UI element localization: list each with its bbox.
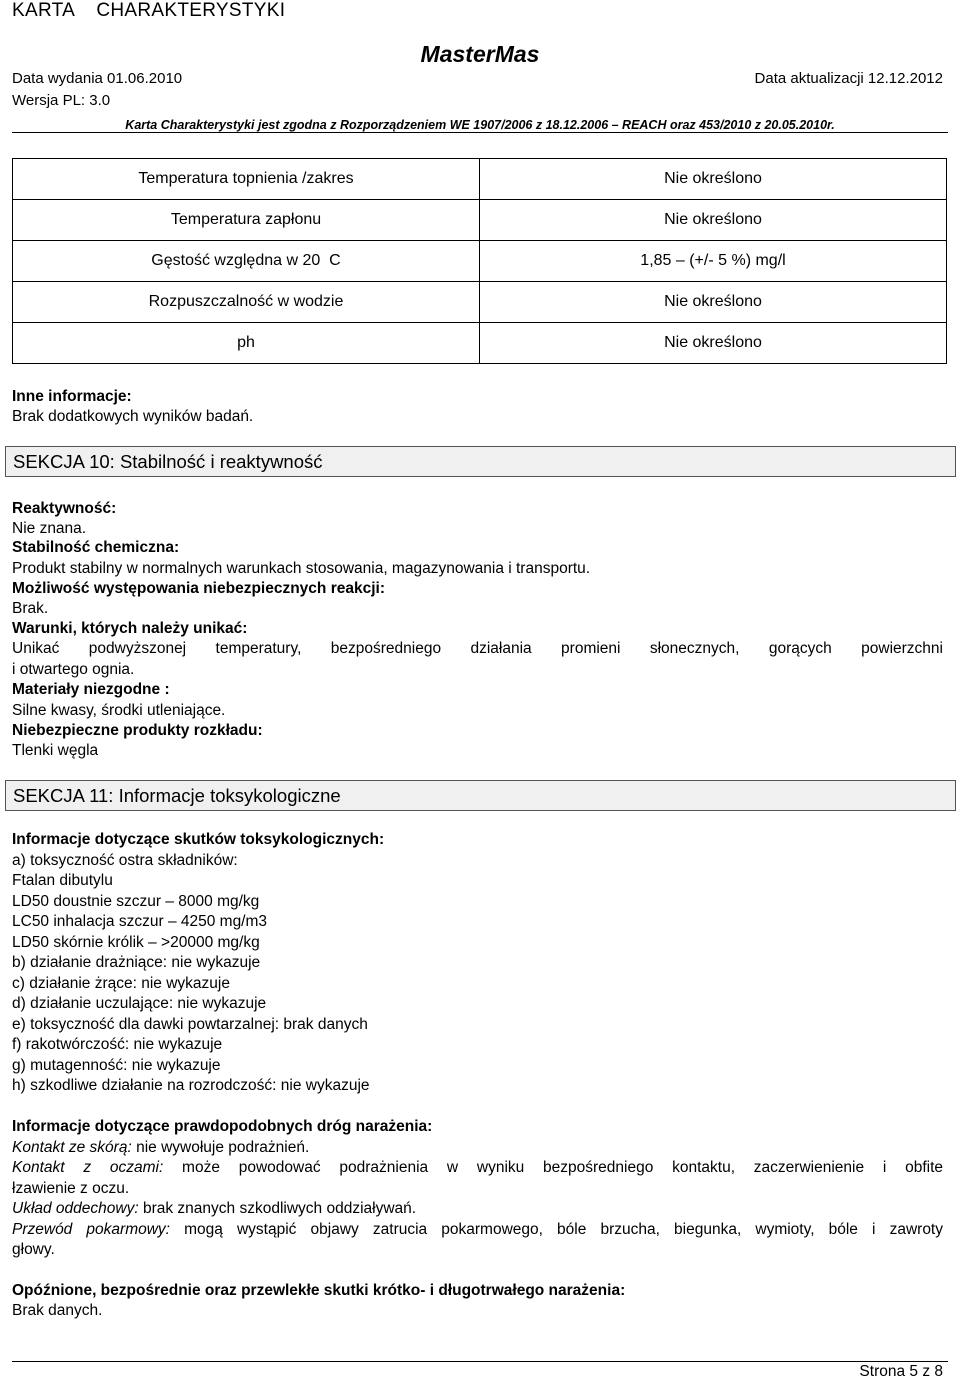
incompatible-materials-text: Silne kwasy, środki utleniające.	[12, 702, 226, 719]
digestive-label: Przewód pokarmowy:	[12, 1221, 170, 1238]
property-name: Temperatura zapłonu	[13, 200, 480, 241]
tox-line: LC50 inhalacja szczur – 4250 mg/m3	[12, 913, 268, 930]
product-name: MasterMas	[420, 41, 540, 67]
eye-contact-line	[12, 1159, 943, 1177]
avoid-conditions-heading: Warunki, których należy unikać:	[12, 620, 248, 637]
eye-contact-text: może powodować podrażnienia w wyniku bezpośredniego kontaktu, zaczerwienienie i obfite	[163, 1159, 944, 1176]
tox-line: f) rakotwórczość: nie wykazuje	[12, 1036, 223, 1053]
property-name: Temperatura topnienia /zakres	[13, 159, 480, 200]
section-11-title: SEKCJA 11: Informacje toksykologiczne	[5, 780, 956, 811]
table-row	[13, 241, 947, 282]
digestive-text-cont: głowy.	[12, 1241, 55, 1258]
digestive-line	[12, 1221, 943, 1239]
section-10-title: SEKCJA 10: Stabilność i reaktywność	[5, 446, 956, 477]
tox-line: c) działanie żrące: nie wykazuje	[12, 975, 230, 992]
eye-contact-label: Kontakt z oczami:	[12, 1159, 164, 1176]
tox-line: LD50 doustnie szczur – 8000 mg/kg	[12, 893, 260, 910]
table-row	[13, 200, 947, 241]
respiratory-line	[12, 1200, 416, 1218]
property-value: Nie określono	[480, 323, 947, 364]
stability-text: Produkt stabilny w normalnych warunkach stosowania, magazynowania i transportu.	[12, 560, 591, 577]
property-value: 1,85 – (+/- 5 %) mg/l	[480, 241, 947, 282]
digestive-text: mogą wystąpić objawy zatrucia pokarmowego, bóle brzucha, biegunka, wymioty, bóle i zawroty	[169, 1221, 943, 1238]
reactivity-heading: Reaktywność:	[12, 500, 117, 517]
decomposition-heading: Niebezpieczne produkty rozkładu:	[12, 722, 263, 739]
tox-line: d) działanie uczulające: nie wykazuje	[12, 995, 267, 1012]
skin-contact-line	[12, 1139, 309, 1157]
issue-date: Data wydania 01.06.2010	[12, 70, 183, 87]
other-info-heading: Inne informacje:	[12, 388, 132, 405]
other-info-text: Brak dodatkowych wyników badań.	[12, 408, 254, 425]
tox-line: e) toksyczność dla dawki powtarzalnej: brak danych	[12, 1016, 368, 1033]
delayed-effects-text: Brak danych.	[12, 1302, 103, 1319]
table-row	[13, 159, 947, 200]
property-name: ph	[13, 323, 480, 364]
skin-contact-text: nie wywołuje podrażnień.	[131, 1139, 310, 1156]
stability-heading: Stabilność chemiczna:	[12, 539, 180, 556]
header-divider	[12, 132, 948, 133]
tox-line: h) szkodliwe działanie na rozrodczość: nie wykazuje	[12, 1077, 370, 1094]
incompatible-materials-heading: Materiały niezgodne :	[12, 681, 170, 698]
property-value: Nie określono	[480, 200, 947, 241]
table-row	[13, 282, 947, 323]
footer-divider	[12, 1361, 948, 1362]
hazard-reactions-heading: Możliwość występowania niebezpiecznych reakcji:	[12, 580, 385, 597]
tox-line: b) działanie drażniące: nie wykazuje	[12, 954, 261, 971]
reactivity-text: Nie znana.	[12, 520, 87, 537]
avoid-conditions-text: Unikać podwyższonej temperatury, bezpośredniego działania promieni słonecznych, gorących powierzchni	[12, 640, 943, 657]
hazard-reactions-text: Brak.	[12, 600, 49, 617]
exposure-routes-heading: Informacje dotyczące prawdopodobnych dróg narażenia:	[12, 1118, 433, 1135]
decomposition-text: Tlenki węgla	[12, 742, 99, 759]
page-number: Strona 5 z 8	[859, 1363, 943, 1380]
property-name: Rozpuszczalność w wodzie	[13, 282, 480, 323]
eye-contact-text-cont: łzawienie z oczu.	[12, 1180, 130, 1197]
property-name: Gęstość względna w 20 C	[13, 241, 480, 282]
property-value: Nie określono	[480, 282, 947, 323]
toxicology-heading: Informacje dotyczące skutków toksykologicznych:	[12, 831, 385, 848]
property-value: Nie określono	[480, 159, 947, 200]
tox-line: g) mutagenność: nie wykazuje	[12, 1057, 221, 1074]
document-title: KARTA CHARAKTERYSTYKI	[12, 0, 286, 21]
tox-line: a) toksyczność ostra składników:	[12, 852, 238, 869]
respiratory-label: Układ oddechowy:	[12, 1200, 139, 1217]
regulation-note: Karta Charakterystyki jest zgodna z Rozporządzeniem WE 1907/2006 z 18.12.2006 – REACH oraz 453/2010 z 20.05.2010r.	[125, 118, 835, 132]
properties-table	[12, 158, 947, 364]
respiratory-text: brak znanych szkodliwych oddziaływań.	[138, 1200, 417, 1217]
tox-line: LD50 skórnie królik – >20000 mg/kg	[12, 934, 260, 951]
version: Wersja PL: 3.0	[12, 92, 111, 109]
delayed-effects-heading: Opóźnione, bezpośrednie oraz przewlekłe skutki krótko- i długotrwałego narażenia:	[12, 1282, 626, 1299]
table-row	[13, 323, 947, 364]
update-date: Data aktualizacji 12.12.2012	[754, 70, 943, 87]
tox-line: Ftalan dibutylu	[12, 872, 113, 889]
skin-contact-label: Kontakt ze skórą:	[12, 1139, 132, 1156]
avoid-conditions-text-cont: i otwartego ognia.	[12, 661, 135, 678]
